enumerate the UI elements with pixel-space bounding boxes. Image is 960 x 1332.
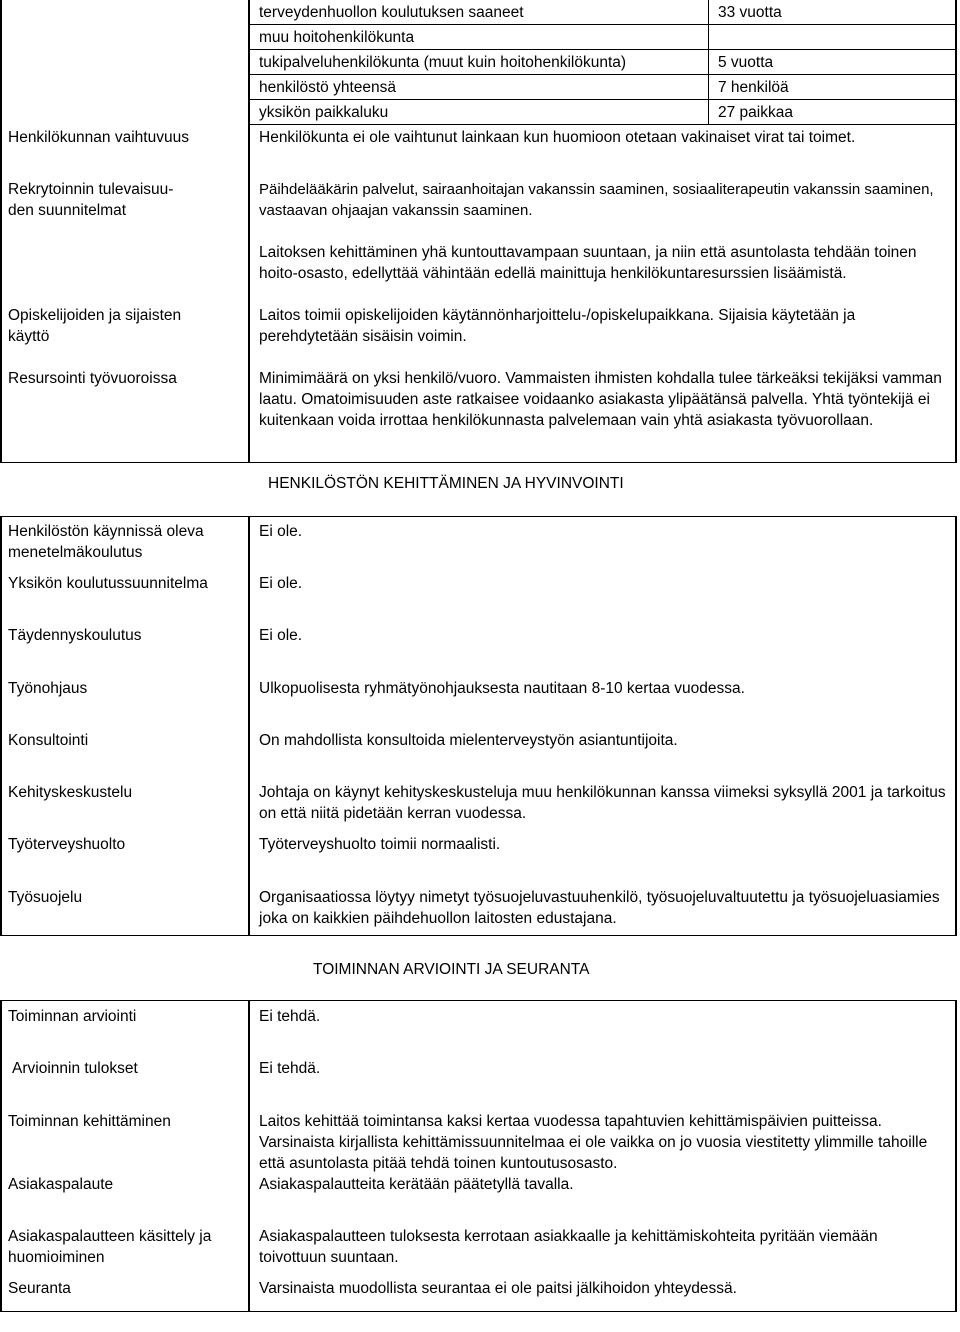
section-heading-evaluation: TOIMINNAN ARVIOINTI JA SEURANTA	[313, 961, 590, 978]
table-border	[0, 935, 957, 936]
staff-value-total: 7 henkilöä	[718, 79, 789, 96]
row-label-supervision: Työnohjaus	[8, 680, 88, 697]
row-label-activity-development: Toiminnan kehittäminen	[8, 1113, 171, 1130]
table-border	[250, 74, 955, 75]
row-label-method-training: Henkilöstön käynnissä oleva menetelmäkoulutus	[8, 523, 204, 561]
row-text-turnover: Henkilökunta ei ole vaihtunut lainkaan kun huomioon otetaan vakinaiset virat tai toimet.	[259, 129, 856, 146]
staff-value-support: 5 vuotta	[718, 54, 774, 71]
row-label-recruitment: Rekrytoinnin tulevaisuu-	[8, 181, 174, 198]
staff-value-places: 27 paikkaa	[718, 104, 793, 121]
row-text-recruitment-2: Laitoksen kehittäminen yhä kuntouttavampaan suuntaan, ja niin että asuntolasta tehdään toinen hoito-osasto, edellyttää vähintään edellä mainittuja henkilökuntaresurssien lisäämistä.	[259, 244, 917, 282]
row-label-turnover: Henkilökunnan vaihtuvuus	[8, 129, 189, 146]
table-border	[250, 124, 955, 125]
row-text-customer-feedback: Asiakaspalautteita kerätään päätetyllä tavalla.	[259, 1176, 574, 1193]
row-label-occupational-safety: Työsuojelu	[8, 889, 83, 906]
row-text-occupational-safety: Organisaatiossa löytyy nimetyt työsuojeluvastuuhenkilö, työsuojeluvaltuutettu ja työsuojeluasiamies joka on kaikkien päihdehuollon laitosten edustajana.	[259, 889, 940, 927]
row-text-recruitment: Päihdelääkärin palvelut, sairaanhoitajan vakanssin saaminen, sosiaaliterapeutin vakanssin saaminen, vastaavan ohjaajan vakanssin saaminen.	[259, 181, 934, 219]
row-label-evaluation-results: Arvioinnin tulokset	[12, 1060, 138, 1077]
staff-label-health-trained: terveydenhuollon koulutuksen saaneet	[259, 4, 524, 21]
row-label-occupational-health: Työterveyshuolto	[8, 836, 126, 853]
table-border	[708, 0, 709, 125]
table-border	[0, 516, 957, 517]
row-label-shift-resourcing: Resursointi työvuoroissa	[8, 370, 177, 387]
staff-label-other-care: muu hoitohenkilökunta	[259, 29, 415, 46]
row-label-feedback-processing: Asiakaspalautteen käsittely ja huomioiminen	[8, 1228, 212, 1266]
row-label-consulting: Konsultointi	[8, 732, 89, 749]
table-border	[248, 0, 250, 463]
table-border	[0, 516, 2, 936]
row-label-training-plan: Yksikön koulutussuunnitelma	[8, 575, 208, 592]
row-text-shift-resourcing: Minimimäärä on yksi henkilö/vuoro. Vammaisten ihmisten kohdalla tulee tärkeäksi tekijäksi vamman laatu. Omatoimisuuden aste ratkaisee voidaanko asiakasta ylipäätänsä palvella. Yhtä työntekijä ei kuitenkaan voida irrottaa henkilökunnasta palvelemaan vain yhtä asiakasta työvuorollaan.	[259, 370, 942, 429]
table-border	[248, 516, 250, 936]
row-label-students-2: käyttö	[8, 328, 50, 345]
row-text-students: Laitos toimii opiskelijoiden käytännönharjoittelu-/opiskelupaikkana. Sijaisia käytetään ja perehdytetään sisäisin voimin.	[259, 307, 856, 345]
row-text-follow-up: Varsinaista muodollista seurantaa ei ole paitsi jälkihoidon yhteydessä.	[259, 1280, 737, 1297]
table-border	[250, 49, 955, 50]
row-text-supervision: Ulkopuolisesta ryhmätyönohjauksesta nautitaan 8-10 kertaa vuodessa.	[259, 680, 745, 697]
row-text-feedback-processing: Asiakaspalautteen tuloksesta kerrotaan asiakkaalle ja kehittämiskohteita pyritään viemään toivottuun suuntaan.	[259, 1228, 878, 1266]
staff-label-total: henkilöstö yhteensä	[259, 79, 397, 96]
row-label-follow-up: Seuranta	[8, 1280, 71, 1297]
table-border	[955, 516, 957, 936]
row-text-occupational-health: Työterveyshuolto toimii normaalisti.	[259, 836, 501, 853]
table-border	[0, 1000, 957, 1001]
table-border	[250, 24, 955, 25]
row-label-development-discussion: Kehityskeskustelu	[8, 784, 133, 801]
row-text-development-discussion: Johtaja on käynyt kehityskeskusteluja muu henkilökunnan kanssa viimeksi syksyllä 2001 ja tarkoitus on että niitä pidetään kerran vuodessa.	[259, 784, 946, 822]
row-text-training-plan: Ei ole.	[259, 575, 303, 592]
row-label-further-training: Täydennyskoulutus	[8, 627, 142, 644]
row-text-evaluation-results: Ei tehdä.	[259, 1060, 321, 1077]
row-label-activity-evaluation: Toiminnan arviointi	[8, 1008, 137, 1025]
table-border	[955, 1000, 957, 1312]
table-border	[0, 462, 957, 463]
staff-label-places: yksikön paikkaluku	[259, 104, 389, 121]
row-text-consulting: On mahdollista konsultoida mielenterveystyön asiantuntijoita.	[259, 732, 678, 749]
row-label-recruitment-2: den suunnitelmat	[8, 202, 127, 219]
table-border	[955, 0, 957, 463]
row-text-activity-evaluation: Ei tehdä.	[259, 1008, 321, 1025]
row-text-method-training: Ei ole.	[259, 523, 303, 540]
table-border	[0, 1000, 2, 1312]
section-heading-staff-development: HENKILÖSTÖN KEHITTÄMINEN JA HYVINVOINTI	[268, 475, 624, 492]
table-border	[0, 0, 2, 463]
row-label-students: Opiskelijoiden ja sijaisten	[8, 307, 182, 324]
row-text-activity-development: Laitos kehittää toimintansa kaksi kertaa vuodessa tapahtuvien kehittämispäivien puitteissa. Varsinaista kirjallista kehittämissuunnitelmaa ei ole vaikka on jo vuosia viestitetty ylimmille tahoille että asuntolasta pitää tehdä toinen kuntoutusosasto.	[259, 1113, 928, 1172]
table-border	[250, 99, 955, 100]
table-border	[0, 1311, 957, 1312]
staff-value-health-trained: 33 vuotta	[718, 4, 782, 21]
table-border	[248, 1000, 250, 1312]
staff-label-support: tukipalveluhenkilökunta (muut kuin hoitohenkilökunta)	[259, 54, 627, 71]
row-label-customer-feedback: Asiakaspalaute	[8, 1176, 114, 1193]
row-text-further-training: Ei ole.	[259, 627, 303, 644]
